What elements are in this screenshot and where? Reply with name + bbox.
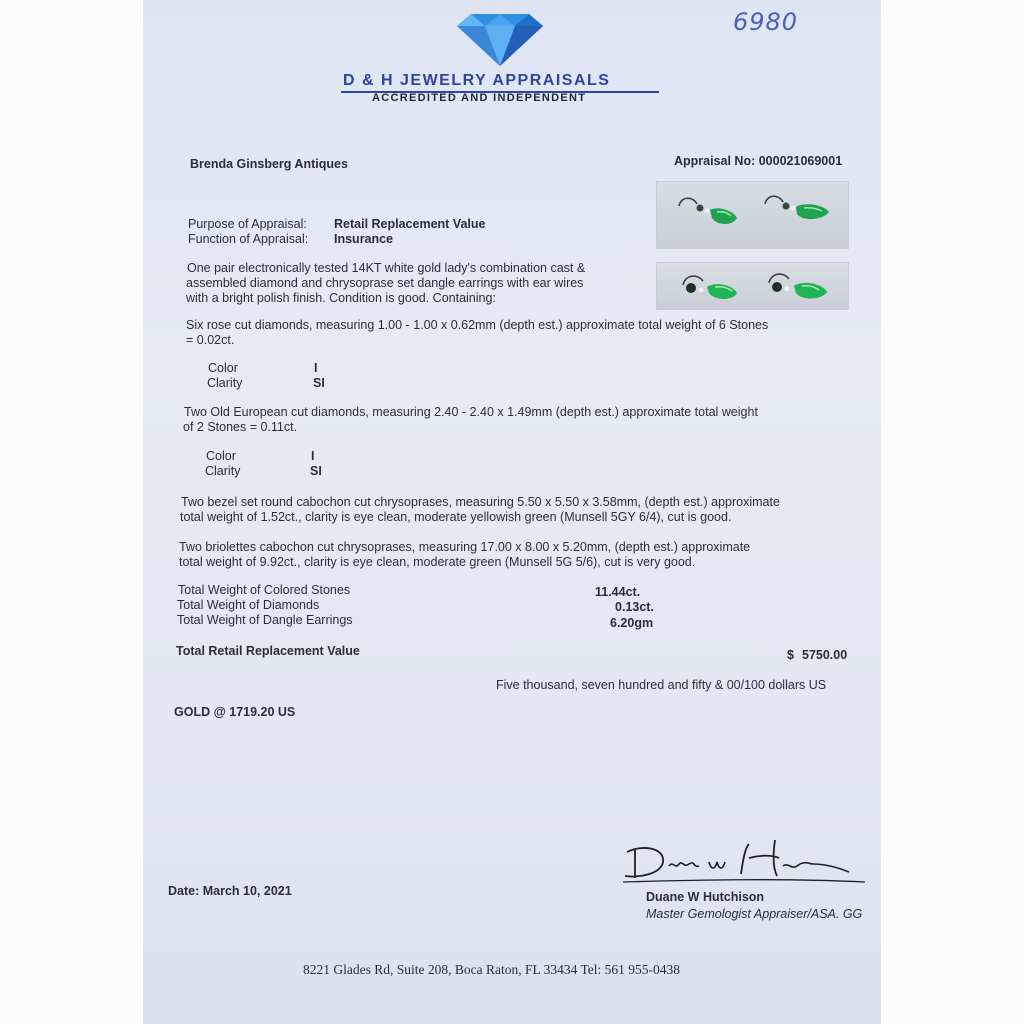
signature-icon [613, 834, 873, 890]
diamond-logo-icon [455, 10, 545, 68]
handwritten-number: 6980 [733, 8, 799, 36]
right-page-margin [881, 0, 1024, 1024]
company-name: D & H JEWELRY APPRAISALS [343, 72, 611, 89]
amount-in-words: Five thousand, seven hundred and fifty & 00/100 dollars US [496, 678, 827, 692]
clarity-value: SI [310, 464, 322, 478]
appraisal-date: Date: March 10, 2021 [168, 884, 292, 898]
footer-address: 8221 Glades Rd, Suite 208, Boca Raton, FL 33434 Tel: 561 955-0438 [303, 962, 681, 977]
purpose-value: Retail Replacement Value [334, 217, 486, 231]
stone-group-4-line: Two briolettes cabochon cut chrysoprases, measuring 17.00 x 8.00 x 5.20mm, (depth est.) approximate [179, 540, 751, 554]
function-label: Function of Appraisal: [188, 232, 309, 246]
appraiser-title: Master Gemologist Appraiser/ASA. GG [646, 907, 863, 921]
description-line: with a bright polish finish. Condition is good. Containing: [186, 291, 496, 305]
client-name: Brenda Ginsberg Antiques [190, 157, 348, 171]
clarity-label: Clarity [207, 376, 243, 390]
clarity-label: Clarity [205, 464, 241, 478]
description-line: assembled diamond and chrysoprase set dangle earrings with ear wires [186, 276, 584, 290]
stone-group-3-line: total weight of 1.52ct., clarity is eye clean, moderate yellowish green (Munsell 5GY 6/4), cut is good. [180, 510, 732, 524]
total-colored-stones-value: 11.44ct. [595, 585, 641, 599]
earrings-side-image-icon [657, 263, 848, 309]
appraiser-name: Duane W Hutchison [646, 890, 765, 904]
total-earrings-value: 6.20gm [610, 616, 654, 630]
color-label: Color [206, 449, 236, 463]
stone-group-1-line: Six rose cut diamonds, measuring 1.00 - 1.00 x 0.62mm (depth est.) approximate total weight of 6 Stones [186, 318, 769, 332]
total-earrings-label: Total Weight of Dangle Earrings [177, 613, 353, 627]
retail-value-label: Total Retail Replacement Value [176, 644, 360, 658]
retail-value-amount: 5750.00 [802, 648, 848, 662]
stone-group-1-line: = 0.02ct. [186, 333, 235, 347]
earring-photo-top [656, 181, 849, 249]
color-label: Color [208, 361, 238, 375]
earring-photo-bottom [656, 262, 849, 310]
stone-group-2-line: Two Old European cut diamonds, measuring 2.40 - 2.40 x 1.49mm (depth est.) approximate total weight [184, 405, 758, 419]
purpose-label: Purpose of Appraisal: [188, 217, 307, 231]
company-tagline: ACCREDITED AND INDEPENDENT [372, 92, 587, 104]
total-diamonds-value: 0.13ct. [615, 600, 654, 614]
clarity-value: SI [313, 376, 325, 390]
retail-value-currency: $ [787, 648, 794, 662]
stone-group-4-line: total weight of 9.92ct., clarity is eye clean, moderate green (Munsell 5G 5/6), cut is very good. [179, 555, 696, 569]
description-line: One pair electronically tested 14KT white gold lady's combination cast & [187, 261, 586, 275]
stone-group-3-line: Two bezel set round cabochon cut chrysoprases, measuring 5.50 x 5.50 x 3.58mm, (depth est.) approximate [181, 495, 780, 509]
appraisal-document [143, 0, 881, 1024]
earrings-image-icon [657, 182, 848, 248]
appraisal-number: Appraisal No: 000021069001 [674, 154, 843, 168]
total-colored-stones-label: Total Weight of Colored Stones [178, 583, 351, 597]
left-page-margin [0, 0, 143, 1024]
stone-group-2-line: of 2 Stones = 0.11ct. [183, 420, 298, 434]
gold-price: GOLD @ 1719.20 US [174, 705, 296, 719]
function-value: Insurance [334, 232, 394, 246]
total-diamonds-label: Total Weight of Diamonds [177, 598, 320, 612]
color-value: I [311, 449, 315, 463]
color-value: I [314, 361, 318, 375]
